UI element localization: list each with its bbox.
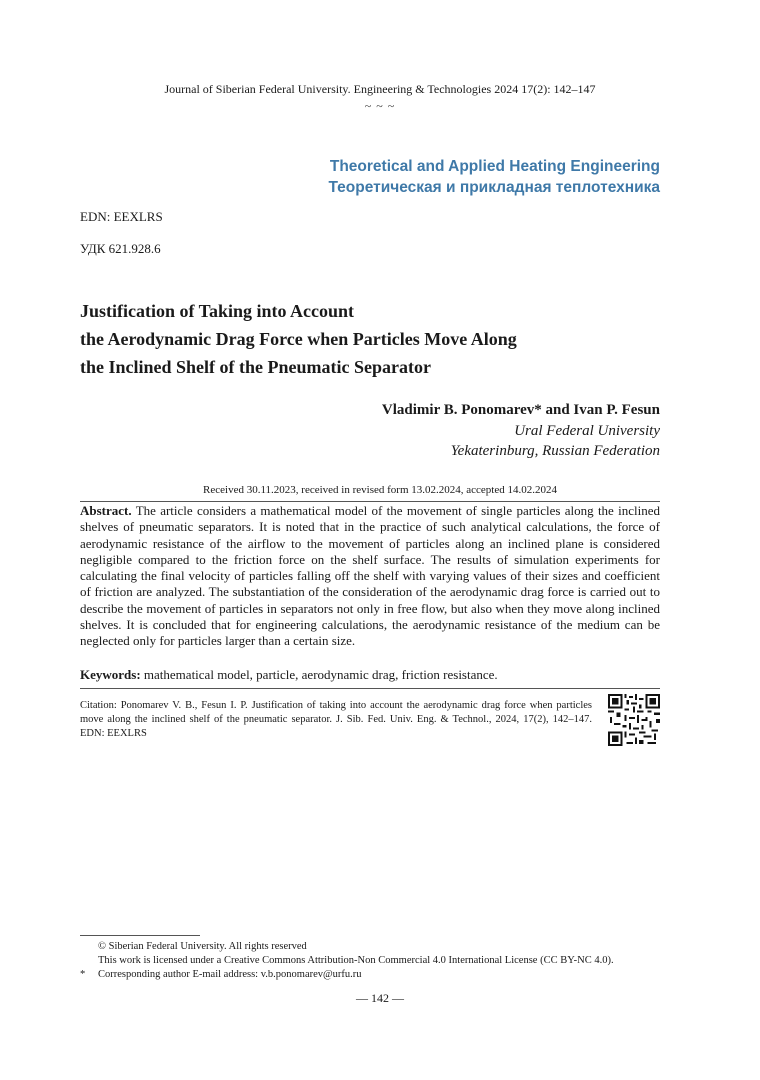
abstract-text: The article considers a mathematical model of the movement of single particles along the inclined shelves of pneumatic separators. It is noted that in the practice of such analytical calculations, the force of aerodynamic resistance of the airflow to the movement of particles along an inclined plane is considered negligible compared to the friction force on the shelf surface. The results of simulation experiments for calculating the final velocity of particles falling off the shelf with varying values of their sizes and coefficient of friction are analyzed. The substantiation of the consideration of the aerodynamic drag force is carried out to describe the movement of particles in separators not only in free flow, but also when they move along inclined shelves. It is concluded that for engineering calculations, the aerodynamic resistance of the medium can be neglected only for particles larger than a certain size. <box>80 503 660 649</box>
keywords <box>80 667 660 683</box>
keywords-text: mathematical model, particle, aerodynamic drag, friction resistance. <box>143 667 498 682</box>
affiliation-location: Yekaterinburg, Russian Federation <box>450 443 660 459</box>
section-heading-russian: Теоретическая и прикладная теплотехника <box>328 179 660 196</box>
section-heading-english: Theoretical and Applied Heating Engineering <box>329 158 660 175</box>
divider <box>80 688 660 689</box>
keywords-label: Keywords: <box>80 667 141 682</box>
article-title <box>80 297 640 381</box>
received-dates: Received 30.11.2023, received in revised form 13.02.2024, accepted 14.02.2024 <box>203 484 557 496</box>
udk-code: УДК 621.928.6 <box>80 241 161 256</box>
affiliation-university: Ural Federal University <box>514 423 660 439</box>
footnote-star: * <box>80 969 86 980</box>
page-number: — 142 — <box>356 991 404 1005</box>
abstract-label: Abstract. <box>80 503 132 518</box>
footnote-corresponding-author: * Corresponding author E-mail address: v.b.ponomarev@urfu.ru <box>80 969 362 980</box>
divider <box>80 501 660 502</box>
footnote-divider <box>80 935 200 936</box>
qr-code-icon <box>608 694 660 746</box>
header-separator: ~ ~ ~ <box>364 99 396 113</box>
authors: Vladimir B. Ponomarev* and Ivan P. Fesun <box>381 402 660 418</box>
edn-code: EDN: EEXLRS <box>80 209 163 224</box>
title-line: Justification of Taking into Account <box>80 301 355 321</box>
journal-header: Journal of Siberian Federal University. Engineering & Technologies 2024 17(2): 142–147 <box>164 82 596 96</box>
citation: Citation: Ponomarev V. B., Fesun I. P. Justification of taking into account the aerodynamic drag force when particles move along the inclined shelf of the pneumatic separator. J. Sib. Fed. Univ. Eng. & Technol., 2024, 17(2), 142–147. EDN: EEXLRS <box>80 700 592 739</box>
footnote-copyright: © Siberian Federal University. All rights reserved <box>98 941 307 952</box>
abstract <box>80 503 660 650</box>
title-line: the Inclined Shelf of the Pneumatic Separator <box>80 357 431 377</box>
footnote-license: This work is licensed under a Creative Commons Attribution-Non Commercial 4.0 International License (CC BY-NC 4.0). <box>98 955 614 966</box>
title-line: the Aerodynamic Drag Force when Particles Move Along <box>80 329 517 349</box>
